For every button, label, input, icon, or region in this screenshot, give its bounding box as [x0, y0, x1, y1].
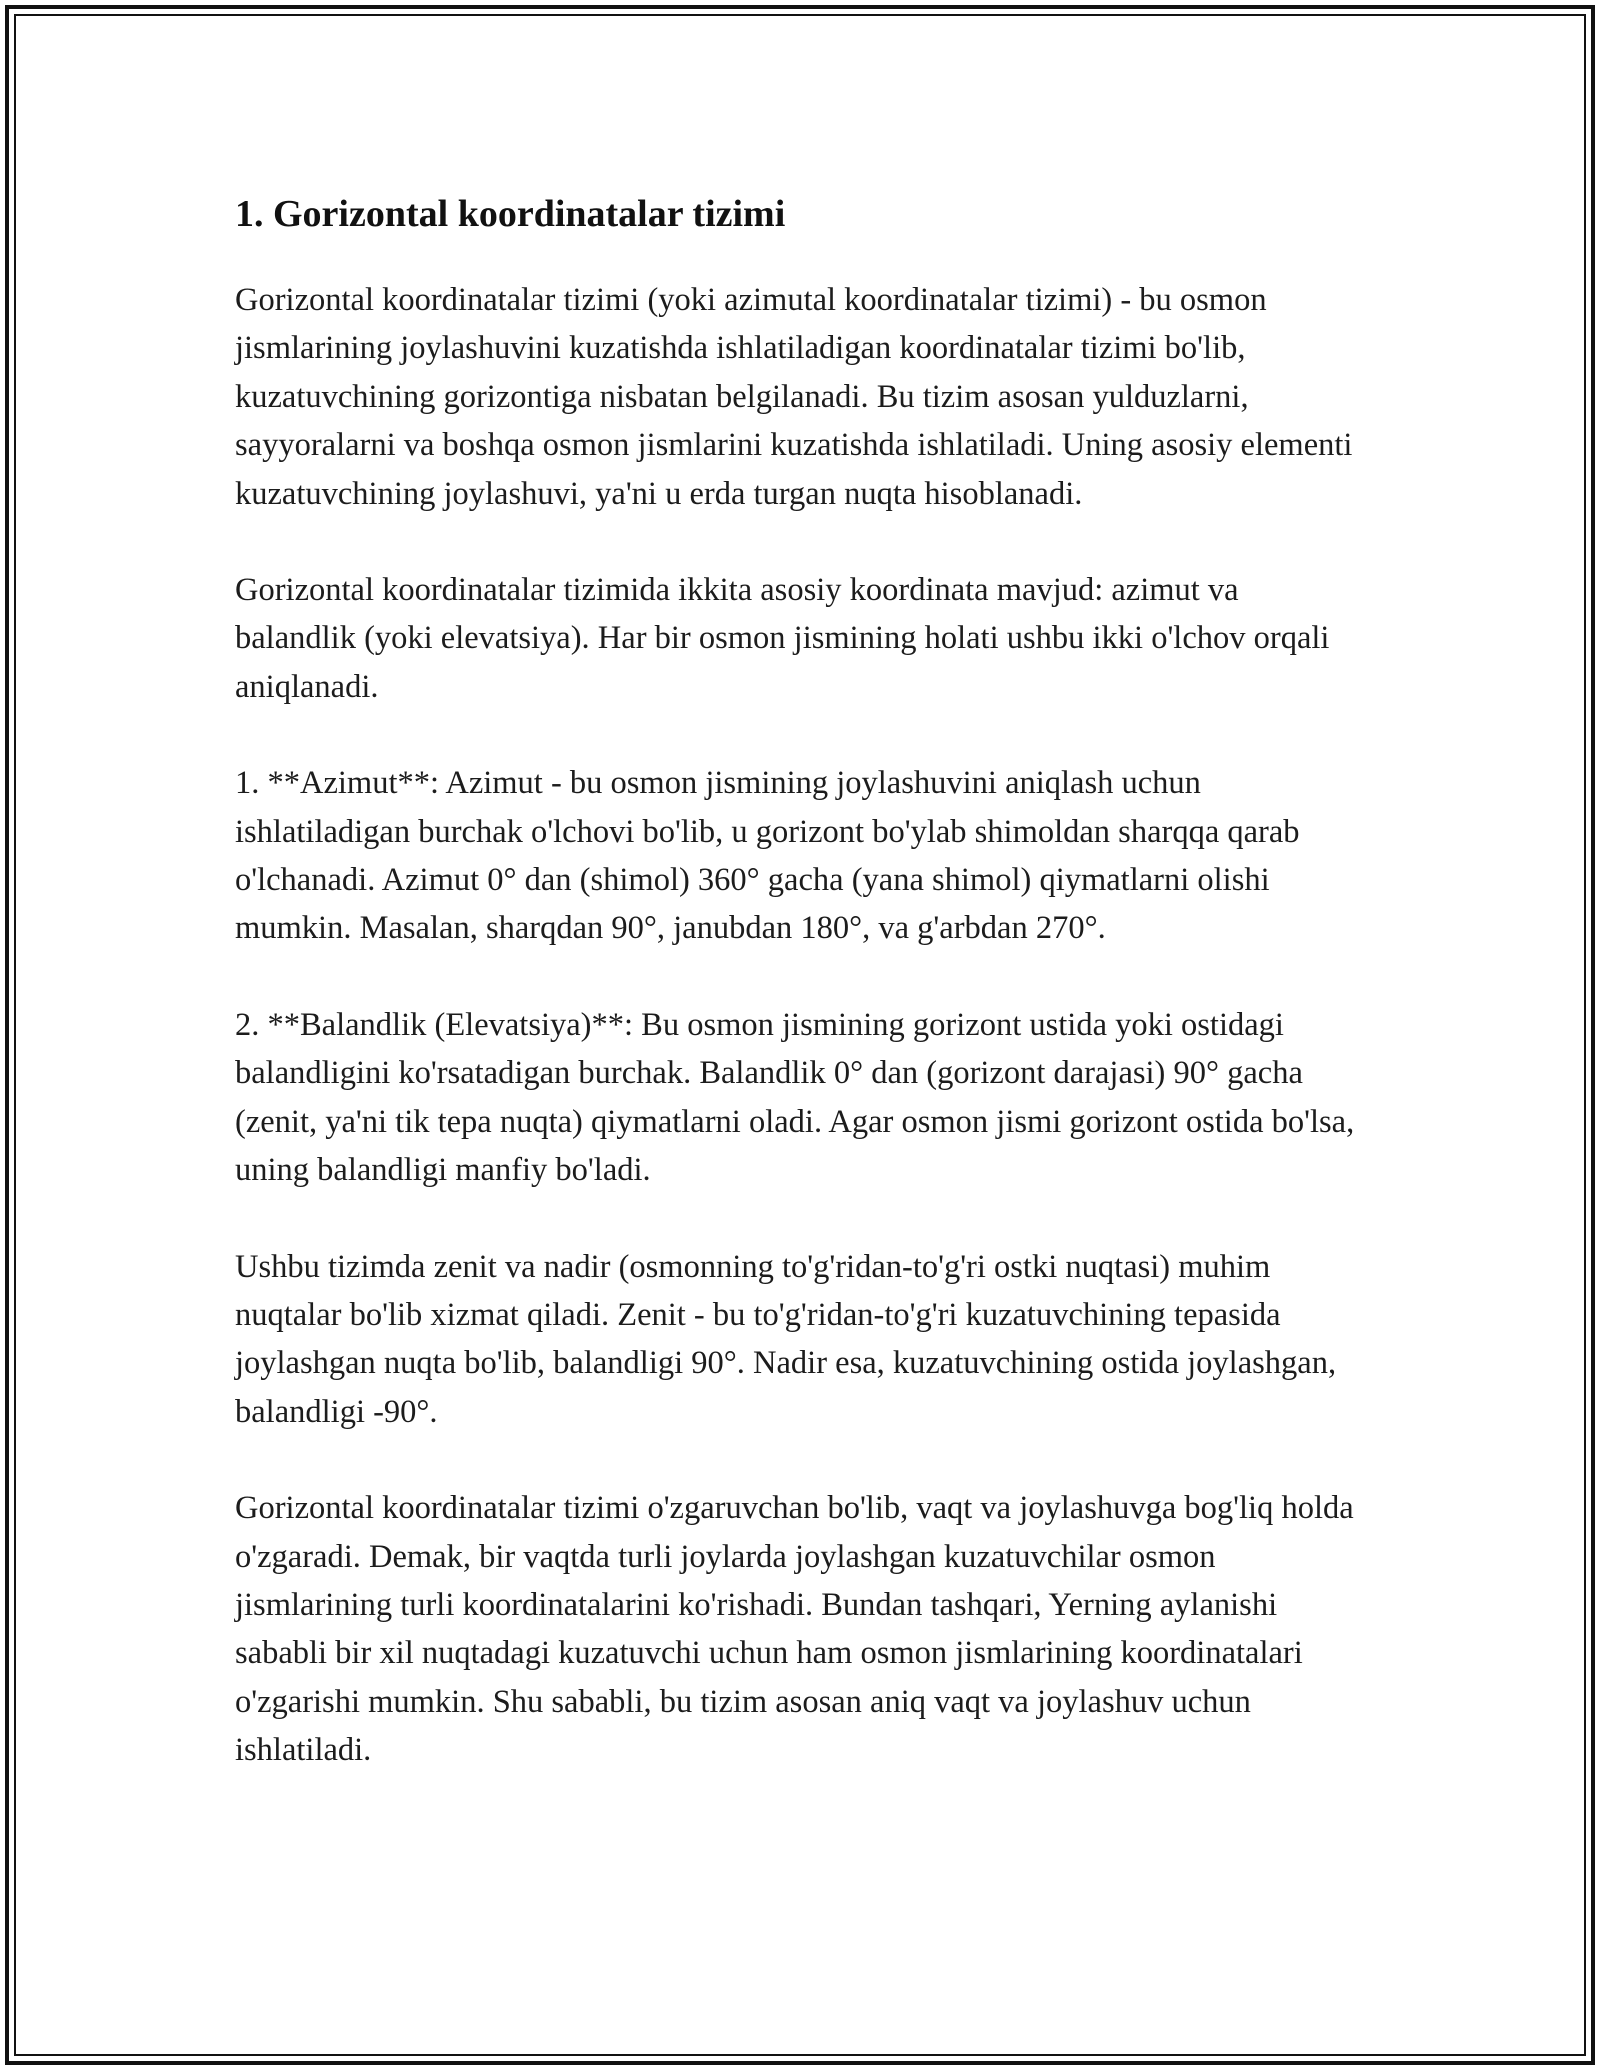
paragraph-zenith-nadir: Ushbu tizimda zenit va nadir (osmonning to'g'ridan-to'g'ri ostki nuqtasi) muhim nuqtalar bo'lib xizmat qiladi. Zenit - bu to'g'ridan-to'g'ri kuzatuvchining tepasida joylashgan nuqta bo'lib, balandligi 90°. Nadir esa, kuzatuvchining ostida joylashgan, balandligi -90°. — [235, 1248, 1337, 1430]
section-heading: 1. Gorizontal koordinatalar tizimi — [235, 193, 786, 235]
paragraph-coordinates: Gorizontal koordinatalar tizimida ikkita asosiy koordinata mavjud: azimut va balandlik (yoki elevatsiya). Har bir osmon jismining holati ushbu ikki o'lchov orqali aniqlanadi. — [235, 572, 1330, 705]
paragraph-intro: Gorizontal koordinatalar tizimi (yoki azimutal koordinatalar tizimi) - bu osmon jismlarining joylashuvini kuzatishda ishlatiladigan koordinatalar tizimi bo'lib, kuzatuvchining gorizontiga nisbatan belgilanadi. Bu tizim asosan yulduzlarni, sayyoralarni va boshqa osmon jismlarini kuzatishda ishlatiladi. Uning asosiy elementi kuzatuvchining joylashuvi, ya'ni u erda turgan nuqta hisoblanadi. — [235, 282, 1353, 512]
paragraph-variability: Gorizontal koordinatalar tizimi o'zgaruvchan bo'lib, vaqt va joylashuvga bog'liq holda o'zgaradi. Demak, bir vaqtda turli joylarda joylashgan kuzatuvchilar osmon jismlarining turli koordinatalarini ko'rishadi. Bundan tashqari, Yerning aylanishi sababli bir xil nuqtadagi kuzatuvchi uchun ham osmon jismlarining koordinatalari o'zgarishi mumkin. Shu sababli, bu tizim asosan aniq vaqt va joylashuv uchun ishlatiladi. — [235, 1490, 1354, 1769]
document-body — [235, 182, 1355, 1823]
paragraph-altitude: 2. **Balandlik (Elevatsiya)**: Bu osmon jismining gorizont ustida yoki ostidagi balandligini ko'rsatadigan burchak. Balandlik 0° dan (gorizont darajasi) 90° gacha (zenit, ya'ni tik tepa nuqta) qiymatlarni oladi. Agar osmon jismi gorizont ostida bo'lsa, uning balandligi manfiy bo'ladi. — [235, 1006, 1355, 1189]
paragraph-azimuth: 1. **Azimut**: Azimut - bu osmon jismining joylashuvini aniqlash uchun ishlatiladigan burchak o'lchovi bo'lib, u gorizont bo'ylab shimoldan sharqqa qarab o'lchanadi. Azimut 0° dan (shimol) 360° gacha (yana shimol) qiymatlarni olishi mumkin. Masalan, sharqdan 90°, janubdan 180°, va g'arbdan 270°. — [235, 765, 1300, 947]
